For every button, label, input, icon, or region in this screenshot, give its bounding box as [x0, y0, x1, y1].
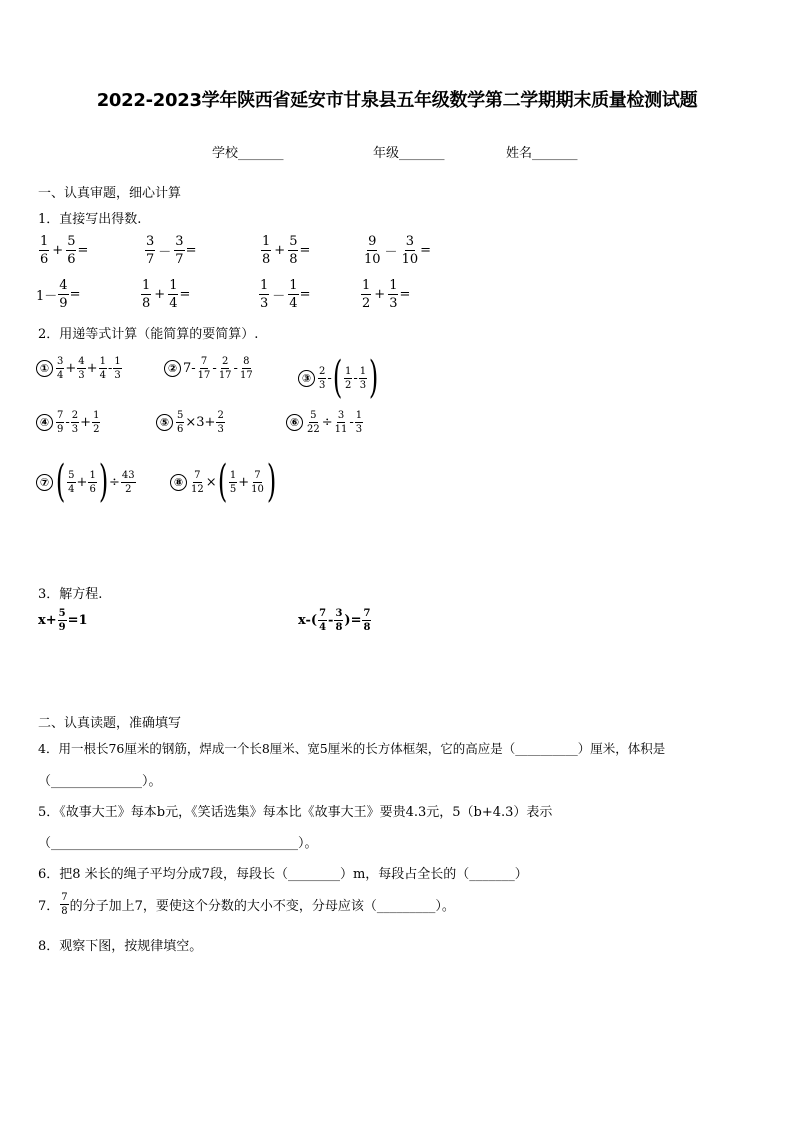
fraction: $\frac{1}{6}$ — [89, 469, 96, 495]
equation-1: x+ $\frac{5}{9}$ =1 — [38, 608, 88, 633]
school-label: 学校 — [212, 146, 239, 161]
fraction: $\frac{1}{3}$ — [114, 356, 121, 381]
number-5-label: ⑤ — [156, 414, 173, 431]
question-4-line-1: 4．用一根长76厘米的钢筋，焊成一个长8厘米、宽5厘米的长方体框架，它的高应是（__________）厘米，体积是 — [38, 741, 666, 756]
fraction: $\frac{2}{3}$ — [217, 410, 224, 435]
q1-item-4: $\frac{9}{10}$ － $\frac{3}{10}$ = — [364, 234, 432, 267]
fraction: $\frac{1}{5}$ — [229, 469, 237, 495]
q1-item-1: $\frac{1}{6}$ + $\frac{5}{6}$ = — [40, 234, 89, 267]
question-3-text: 3．解方程. — [38, 587, 103, 602]
fraction: $\frac{1}{3}$ — [260, 278, 269, 311]
fraction: $\frac{7}{4}$ — [319, 608, 327, 633]
fraction: $\frac{7}{8}$ — [61, 892, 68, 917]
fraction: $\frac{7}{12}$ — [191, 469, 204, 495]
q1-item-3: $\frac{1}{8}$ + $\frac{5}{8}$ = — [262, 234, 311, 267]
q2-expr-3: ③ $\frac{2}{3}$ - ( $\frac{1}{2}$ - $\frac{1}{3}$ ) — [298, 356, 379, 400]
q2-expr-7: ⑦ ( $\frac{5}{4}$ + $\frac{1}{6}$ ) ÷ $\frac{43}{2}$ — [36, 460, 137, 504]
q1-item-8: $\frac{1}{2}$ + $\frac{1}{3}$ = — [362, 278, 411, 311]
left-paren: ( — [332, 352, 343, 403]
fraction: $\frac{4}{3}$ — [78, 356, 85, 381]
question-8: 8．观察下图，按规律填空。 — [38, 939, 203, 954]
q1-item-6: $\frac{1}{8}$ + $\frac{1}{4}$ = — [142, 278, 191, 311]
fraction: $\frac{8}{17}$ — [239, 356, 253, 381]
name-field[interactable] — [506, 142, 578, 161]
fraction: $\frac{2}{3}$ — [71, 410, 79, 435]
fraction: $\frac{1}{8}$ — [142, 278, 151, 311]
school-blank: _______ — [238, 146, 284, 161]
number-2-label: ② — [164, 360, 181, 377]
fraction: $\frac{5}{6}$ — [177, 410, 184, 435]
fraction: $\frac{7}{17}$ — [197, 356, 211, 381]
grade-blank: _______ — [399, 146, 445, 161]
right-paren: ) — [368, 352, 379, 403]
fraction: $\frac{3}{10}$ — [401, 234, 419, 267]
question-5-line-1: 5．《故事大王》每本b元，《笑话选集》每本比《故事大王》要贵4.3元，5（b+4.3）表示 — [38, 805, 553, 820]
name-blank: _______ — [532, 146, 578, 161]
q2-expr-8: ⑧ $\frac{7}{12}$ × ( $\frac{1}{5}$ + $\frac{7}{10}$ ) — [170, 460, 277, 504]
fraction: $\frac{2}{17}$ — [218, 356, 232, 381]
fraction: $\frac{1}{4}$ — [289, 278, 298, 311]
fraction: $\frac{3}{4}$ — [57, 356, 64, 381]
question-4-line-2: （______________）。 — [38, 774, 162, 789]
question-5-line-2: （______________________________________）。 — [38, 836, 318, 851]
question-7: 7． $\frac{7}{8}$ 的分子加上7，要使这个分数的大小不变，分母应该（_________）。 — [38, 892, 455, 917]
fraction: $\frac{3}{11}$ — [334, 410, 348, 435]
fraction: $\frac{1}{3}$ — [355, 410, 363, 435]
fraction: $\frac{5}{4}$ — [68, 469, 75, 495]
fraction: $\frac{5}{22}$ — [307, 410, 320, 435]
q2-expr-6: ⑥ $\frac{5}{22}$ ÷ $\frac{3}{11}$ - $\frac{1}{3}$ — [286, 410, 364, 435]
number-6-label: ⑥ — [286, 414, 303, 431]
name-label: 姓名 — [506, 146, 533, 161]
fraction: $\frac{1}{3}$ — [359, 365, 367, 391]
fraction: $\frac{1}{8}$ — [262, 234, 271, 267]
number-1-label: ① — [36, 360, 53, 377]
fraction: $\frac{7}{9}$ — [57, 410, 64, 435]
fraction: $\frac{1}{4}$ — [99, 356, 106, 381]
fraction: $\frac{1}{4}$ — [169, 278, 178, 311]
q1-item-7: $\frac{1}{3}$ － $\frac{1}{4}$ = — [260, 278, 311, 311]
fraction: $\frac{9}{10}$ — [364, 234, 381, 267]
fraction: $\frac{5}{9}$ — [58, 608, 66, 633]
question-2-text: 2．用递等式计算（能简算的要简算）. — [38, 327, 259, 342]
fraction: $\frac{1}{2}$ — [344, 365, 352, 391]
number-3-label: ③ — [298, 370, 315, 387]
q1-item-5: 1－ $\frac{4}{9}$ = — [36, 278, 81, 311]
fraction: $\frac{7}{10}$ — [251, 469, 264, 495]
q2-expr-1: ① $\frac{3}{4}$ + $\frac{4}{3}$ + $\frac{1}{4}$ - $\frac{1}{3}$ — [36, 356, 123, 381]
fraction: $\frac{4}{9}$ — [59, 278, 68, 311]
section2-heading: 二、认真读题，准确填写 — [38, 716, 182, 731]
fraction: $\frac{5}{6}$ — [67, 234, 76, 267]
right-paren: ) — [266, 456, 277, 507]
fraction: $\frac{7}{8}$ — [363, 608, 371, 633]
q2-expr-5: ⑤ $\frac{5}{6}$ ×3+ $\frac{2}{3}$ — [156, 410, 226, 435]
grade-field[interactable] — [373, 142, 445, 161]
fraction: $\frac{1}{3}$ — [389, 278, 398, 311]
fraction: $\frac{1}{2}$ — [93, 410, 100, 435]
left-paren: ( — [55, 456, 66, 507]
fraction: $\frac{2}{3}$ — [319, 365, 326, 391]
section1-heading: 一、认真审题，细心计算 — [38, 186, 182, 201]
q2-expr-2: ② 7- $\frac{7}{17}$ - $\frac{2}{17}$ - $\frac{8}{17}$ — [164, 356, 255, 381]
fraction: $\frac{3}{8}$ — [335, 608, 343, 633]
fraction: $\frac{1}{2}$ — [362, 278, 371, 311]
fraction: $\frac{3}{7}$ — [146, 234, 155, 267]
page-title: 2022-2023学年陕西省延安市甘泉县五年级数学第二学期期末质量检测试题 — [96, 90, 698, 111]
fraction: $\frac{1}{6}$ — [40, 234, 49, 267]
fraction: $\frac{5}{8}$ — [289, 234, 298, 267]
q1-item-2: $\frac{3}{7}$ － $\frac{3}{7}$ = — [146, 234, 197, 267]
q2-expr-4: ④ $\frac{7}{9}$ - $\frac{2}{3}$ + $\frac{1}{2}$ — [36, 410, 101, 435]
fraction: $\frac{43}{2}$ — [121, 469, 135, 495]
grade-label: 年级 — [373, 146, 400, 161]
number-7-label: ⑦ — [36, 474, 53, 491]
fraction: $\frac{3}{7}$ — [175, 234, 184, 267]
equation-2: x-( $\frac{7}{4}$ - $\frac{3}{8}$ )= $\frac{7}{8}$ — [298, 608, 371, 633]
left-paren: ( — [217, 456, 227, 507]
right-paren: ) — [98, 456, 109, 507]
question-1-text: 1．直接写出得数. — [38, 212, 142, 227]
number-4-label: ④ — [36, 414, 53, 431]
school-field[interactable] — [212, 142, 284, 161]
question-6: 6．把8 米长的绳子平均分成7段，每段长（________）m，每段占全长的（_______） — [38, 867, 528, 882]
number-8-label: ⑧ — [170, 474, 187, 491]
